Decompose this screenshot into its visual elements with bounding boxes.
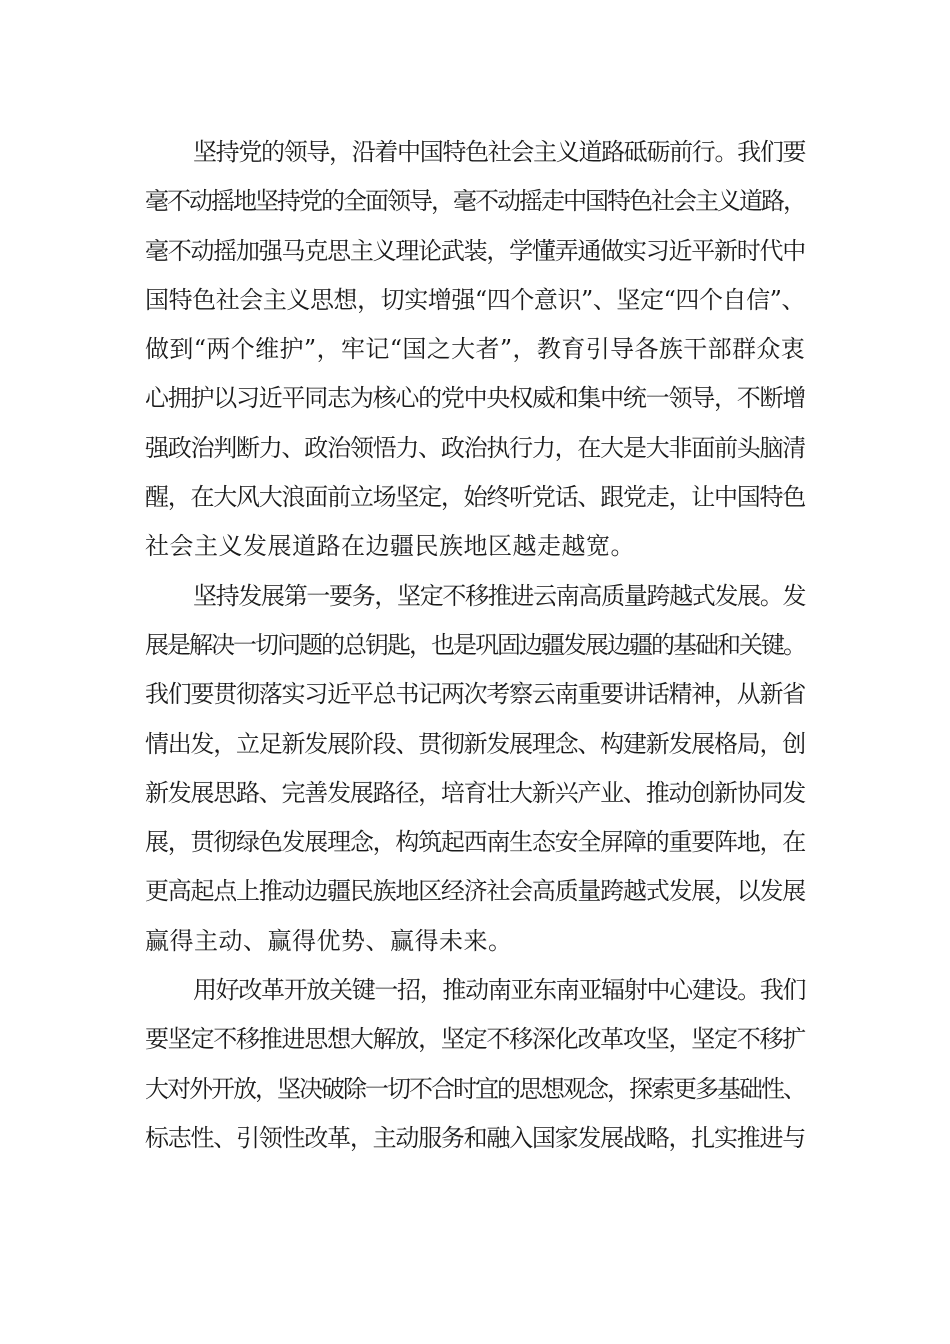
- paragraph-1-line-3: 毫不动摇加强马克思主义理论武装，学懂弄通做实习近平新时代中: [145, 236, 805, 265]
- paragraph-1-line-4: 国特色社会主义思想，切实增强“四个意识”、坚定“四个自信”、: [145, 285, 805, 314]
- paragraph-2-line-6: 展，贯彻绿色发展理念，构筑起西南生态安全屏障的重要阵地，在: [145, 828, 805, 857]
- paragraph-1-line-7: 强政治判断力、政治领悟力、政治执行力，在大是大非面前头脑清: [145, 433, 805, 462]
- paragraph-3-line-1: 用好改革开放关键一招，推动南亚东南亚辐射中心建设。我们: [193, 976, 805, 1005]
- paragraph-2-line-1: 坚持发展第一要务，坚定不移推进云南高质量跨越式发展。发: [193, 581, 805, 610]
- paragraph-1-line-1: 坚持党的领导，沿着中国特色社会主义道路砥砺前行。我们要: [193, 138, 805, 166]
- paragraph-2-line-7: 更高起点上推动边疆民族地区经济社会高质量跨越式发展，以发展: [145, 877, 805, 906]
- paragraph-3-line-2: 要坚定不移推进思想大解放，坚定不移深化改革攻坚，坚定不移扩: [145, 1025, 805, 1054]
- document-body: [145, 128, 805, 1163]
- paragraph-2-line-2: 展是解决一切问题的总钥匙，也是巩固边疆发展边疆的基础和关键。: [145, 630, 805, 659]
- paragraph-2-line-5: 新发展思路、完善发展路径，培育壮大新兴产业、推动创新协同发: [145, 778, 805, 807]
- paragraph-1-line-8: 醒，在大风大浪面前立场坚定，始终听党话、跟党走，让中国特色: [145, 483, 805, 512]
- paragraph-2-line-8: 赢得主动、赢得优势、赢得未来。: [145, 926, 513, 955]
- paragraph-1-line-9: 社会主义发展道路在边疆民族地区越走越宽。: [145, 532, 635, 561]
- paragraph-1-line-5: 做到“两个维护”，牢记“国之大者”，教育引导各族干部群众衷: [145, 335, 805, 364]
- paragraph-3-line-3: 大对外开放，坚决破除一切不合时宜的思想观念，探索更多基础性、: [145, 1074, 805, 1103]
- paragraph-3-line-4: 标志性、引领性改革，主动服务和融入国家发展战略，扎实推进与: [145, 1123, 805, 1152]
- paragraph-2-line-3: 我们要贯彻落实习近平总书记两次考察云南重要讲话精神，从新省: [145, 680, 805, 709]
- paragraph-2-line-4: 情出发，立足新发展阶段、贯彻新发展理念、构建新发展格局，创: [145, 729, 805, 758]
- paragraph-1-line-2: 毫不动摇地坚持党的全面领导，毫不动摇走中国特色社会主义道路，: [145, 187, 805, 216]
- paragraph-1-line-6: 心拥护以习近平同志为核心的党中央权威和集中统一领导，不断增: [145, 384, 805, 413]
